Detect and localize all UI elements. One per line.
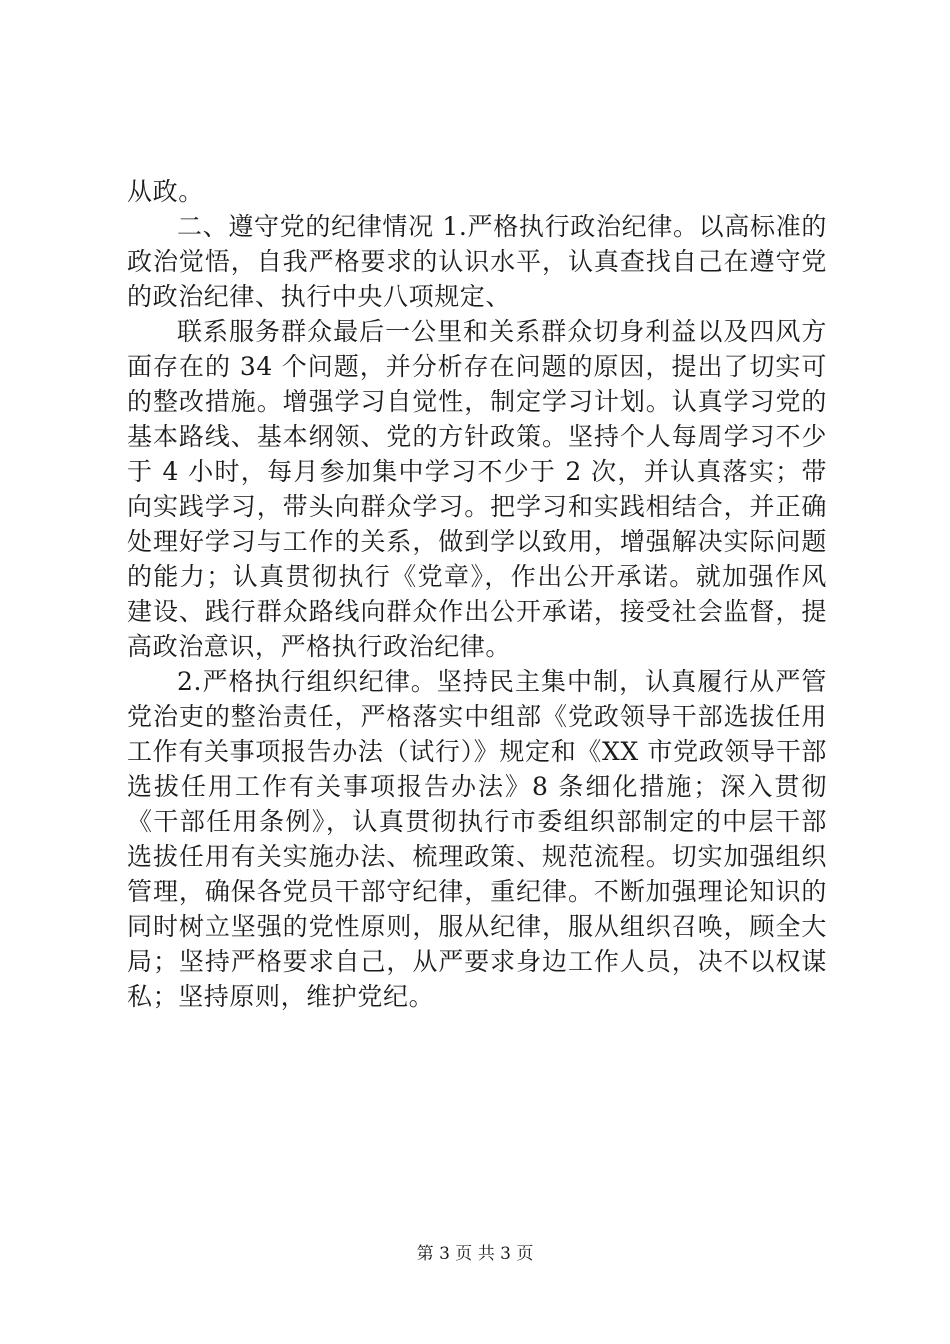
text-line: 处理好学习与工作的关系，做到学以致用，增强解决实际问题 bbox=[127, 527, 827, 556]
text-line: 《干部任用条例》，认真贯彻执行市委组织部制定的中层干部 bbox=[127, 807, 827, 836]
document-body bbox=[127, 174, 827, 1014]
text-line: 的整改措施。增强学习自觉性，制定学习计划。认真学习党的 bbox=[127, 387, 827, 416]
text-line: 高政治意识，严格执行政治纪律。 bbox=[127, 632, 512, 661]
text-line: 同时树立坚强的党性原则，服从纪律，服从组织召唤，顾全大 bbox=[127, 912, 827, 941]
text-line: 联系服务群众最后一公里和关系群众切身利益以及四风方 bbox=[177, 317, 827, 346]
text-line: 从政。 bbox=[127, 177, 204, 206]
text-line: 选拔任用工作有关事项报告办法》8 条细化措施；深入贯彻 bbox=[127, 772, 827, 801]
text-line: 局；坚持严格要求自己，从严要求身边工作人员，决不以权谋 bbox=[127, 947, 827, 976]
text-line: 基本路线、基本纲领、党的方针政策。坚持个人每周学习不少 bbox=[127, 422, 827, 451]
text-line: 的政治纪律、执行中央八项规定、 bbox=[127, 282, 512, 311]
text-line: 面存在的 34 个问题，并分析存在问题的原因，提出了切实可 bbox=[127, 352, 827, 381]
text-line: 党治吏的整治责任，严格落实中组部《党政领导干部选拔任用 bbox=[127, 702, 827, 731]
text-line: 二、遵守党的纪律情况 1.严格执行政治纪律。以高标准的 bbox=[177, 212, 827, 241]
text-line: 选拔任用有关实施办法、梳理政策、规范流程。切实加强组织 bbox=[127, 842, 827, 871]
text-line: 于 4 小时，每月参加集中学习不少于 2 次，并认真落实；带 bbox=[127, 457, 827, 486]
text-line: 2.严格执行组织纪律。坚持民主集中制，认真履行从严管 bbox=[177, 667, 827, 696]
text-line: 政治觉悟，自我严格要求的认识水平，认真查找自己在遵守党 bbox=[127, 247, 827, 276]
text-line: 私；坚持原则，维护党纪。 bbox=[127, 982, 435, 1011]
text-line: 向实践学习，带头向群众学习。把学习和实践相结合，并正确 bbox=[127, 492, 827, 521]
page-footer: 第 3 页 共 3 页 bbox=[416, 1244, 534, 1264]
text-line: 工作有关事项报告办法（试行）》规定和《XX 市党政领导干部 bbox=[127, 737, 827, 766]
text-line: 建设、践行群众路线向群众作出公开承诺，接受社会监督，提 bbox=[127, 597, 827, 626]
text-line: 的能力；认真贯彻执行《党章》，作出公开承诺。就加强作风 bbox=[127, 562, 827, 591]
text-line: 管理，确保各党员干部守纪律，重纪律。不断加强理论知识的 bbox=[127, 877, 827, 906]
